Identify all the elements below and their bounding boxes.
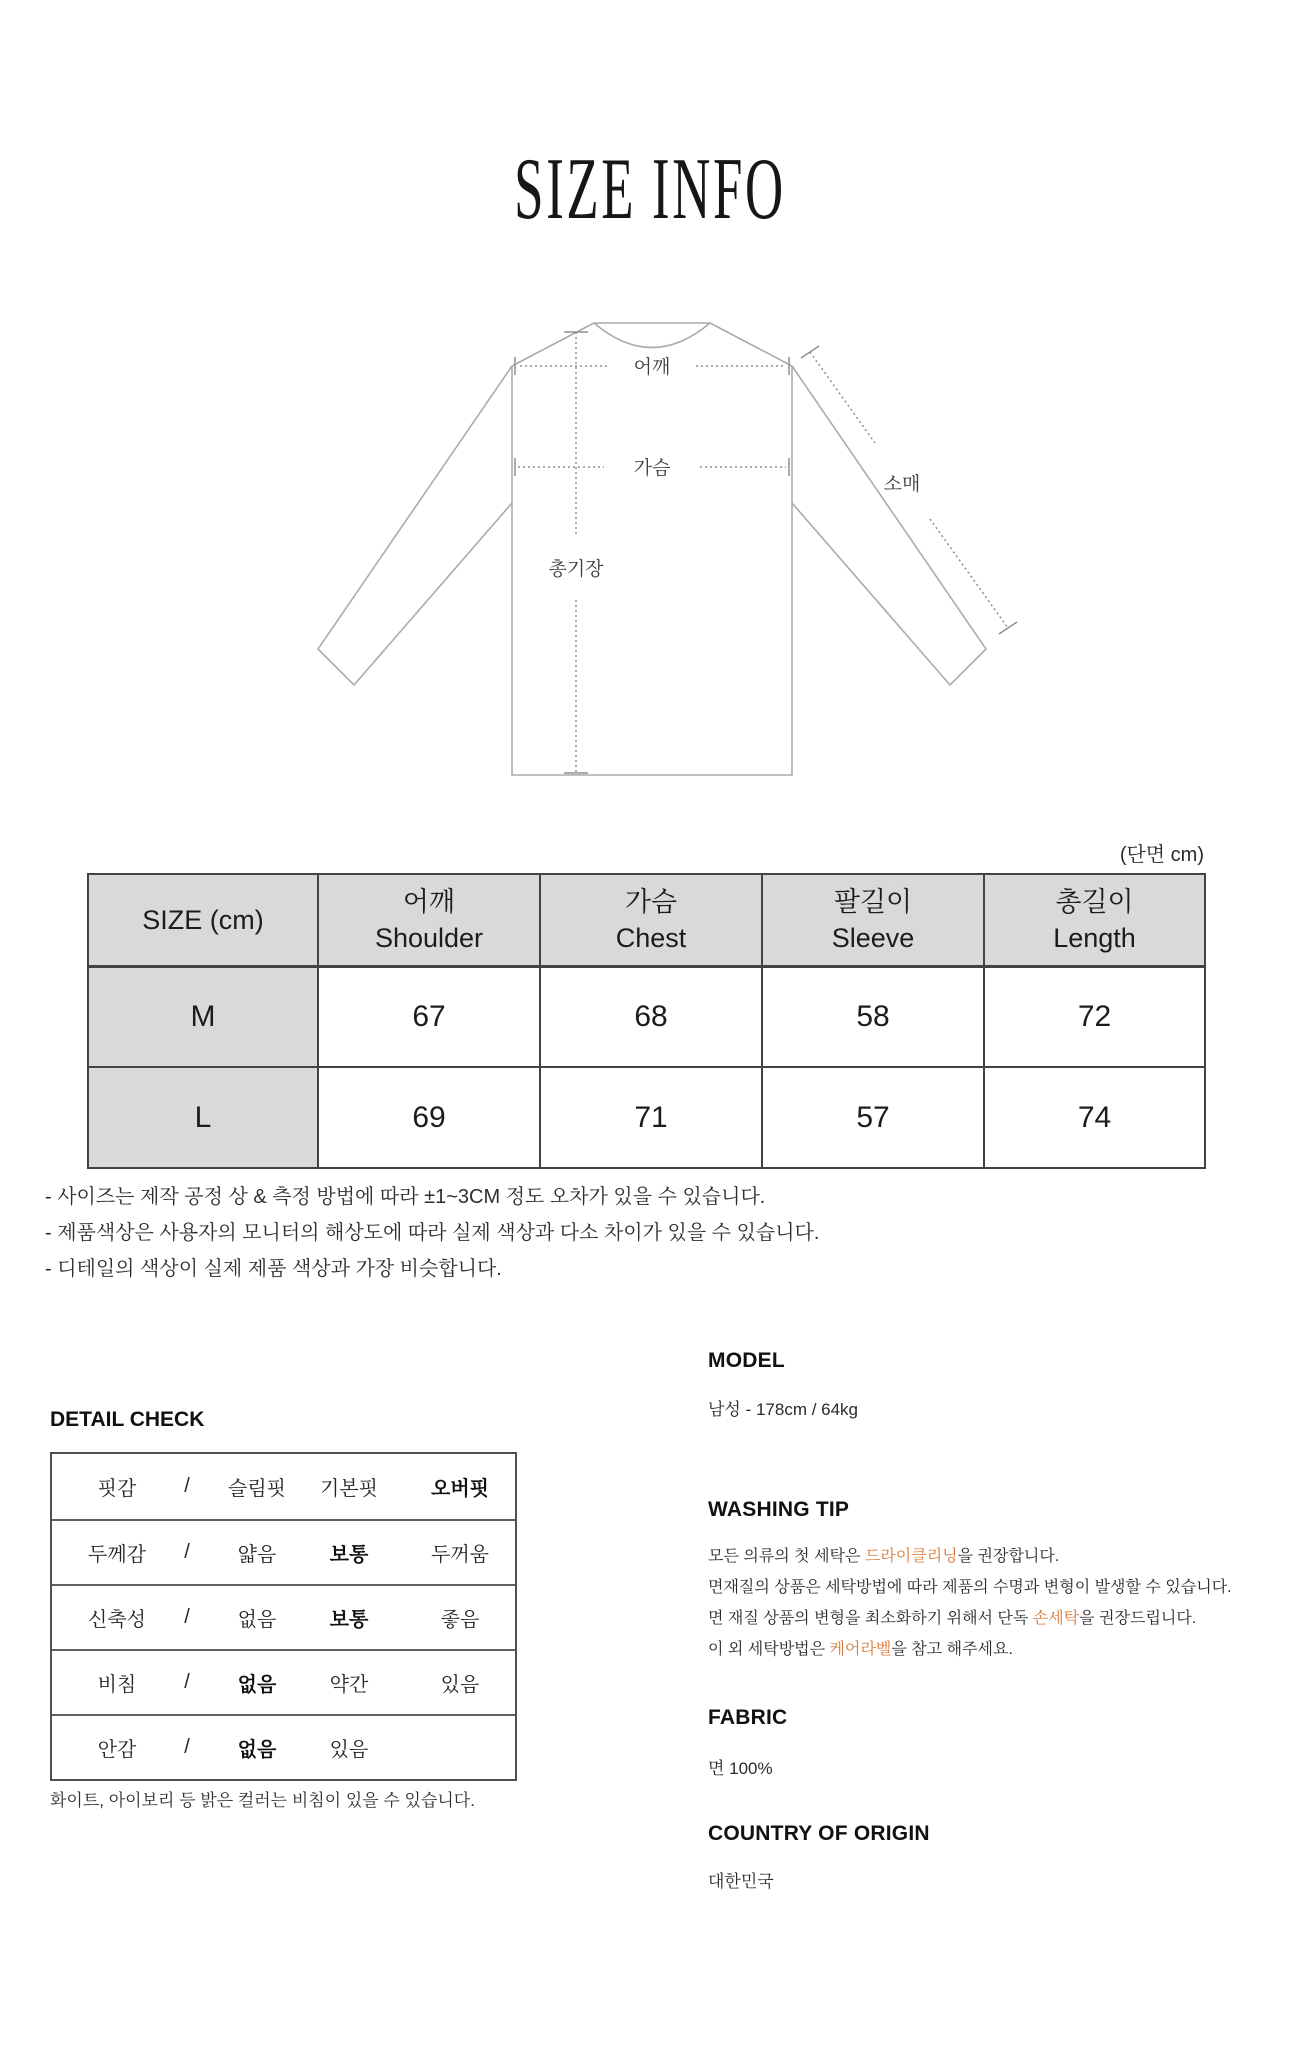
header-en-label: Length	[1053, 922, 1136, 953]
washing-text: 을 참고 해주세요.	[891, 1641, 1013, 1658]
model-heading: MODEL	[708, 1349, 785, 1372]
washing-accent-word: 드라이클리닝	[864, 1548, 958, 1565]
size-value-cell: 58	[762, 966, 984, 1067]
origin-text: 대한민국	[708, 1872, 774, 1891]
size-notes	[45, 1179, 819, 1287]
size-label-cell: M	[88, 966, 318, 1067]
detail-row-option: 기본핏	[320, 1478, 378, 1500]
size-table-header-row	[88, 874, 1205, 966]
detail-row-option: 좋음	[440, 1609, 480, 1631]
detail-row-option: 있음	[440, 1674, 480, 1696]
washing-text: 면재질의 상품은 세탁방법에 따라 제품의 수명과 변형이 발생할 수 있습니다.	[708, 1579, 1232, 1596]
size-note-line: - 디테일의 색상이 실제 제품 색상과 가장 비슷합니다.	[45, 1258, 502, 1280]
washing-tip-heading: WASHING TIP	[708, 1498, 850, 1521]
measure-end-ticks	[515, 332, 1017, 773]
size-table-row	[88, 966, 1205, 1067]
detail-row-separator: /	[184, 1606, 190, 1628]
fabric-text: 면 100%	[708, 1759, 773, 1778]
detail-row-option: 보통	[329, 1609, 369, 1631]
header-ko-label: 어깨	[402, 886, 456, 917]
header-ko-label: 총길이	[1055, 886, 1134, 917]
fabric-heading: FABRIC	[708, 1706, 788, 1729]
size-value-cell: 67	[318, 966, 540, 1067]
detail-check-row	[52, 1454, 515, 1519]
detail-check-heading: DETAIL CHECK	[50, 1408, 205, 1431]
washing-tip-line	[708, 1541, 1232, 1572]
detail-row-separator: /	[184, 1736, 190, 1758]
size-value-cell: 74	[984, 1067, 1205, 1168]
detail-check-row	[52, 1584, 515, 1649]
size-table	[87, 873, 1206, 1169]
header-ko-label: 팔길이	[833, 886, 913, 917]
detail-row-separator: /	[184, 1671, 190, 1693]
detail-row-separator: /	[184, 1475, 190, 1497]
header-en-label: Sleeve	[831, 922, 915, 953]
washing-tip-line	[708, 1634, 1232, 1665]
shoulder-measure-label: 어깨	[633, 357, 671, 378]
length-measure-label: 총기장	[548, 559, 604, 580]
size-note-line: - 제품색상은 사용자의 모니터의 해상도에 따라 실제 색상과 다소 차이가 있을 수 있습니다.	[45, 1222, 820, 1244]
size-value-cell: 68	[540, 966, 762, 1067]
detail-row-option: 없음	[237, 1609, 277, 1631]
sleeve-measure-label: 소매	[883, 474, 921, 495]
detail-row-label: 핏감	[97, 1478, 137, 1500]
chest-measure-label: 가슴	[633, 458, 671, 479]
detail-row-option: 슬림핏	[228, 1478, 286, 1500]
header-ko-label: 가슴	[624, 886, 678, 917]
washing-text: 면 재질 상품의 변형을 최소화하기 위해서 단독	[708, 1610, 1033, 1627]
shirt-outline	[318, 323, 986, 775]
measure-dotted-lines	[518, 332, 1008, 773]
size-value-cell: 69	[318, 1067, 540, 1168]
detail-row-separator: /	[184, 1541, 190, 1563]
detail-check-row	[52, 1649, 515, 1714]
washing-tip-line	[708, 1603, 1232, 1634]
detail-row-label: 신축성	[88, 1609, 146, 1631]
unit-note: (단면 cm)	[1119, 844, 1204, 866]
size-note-line: - 사이즈는 제작 공정 상 & 측정 방법에 따라 ±1~3CM 정도 오차가 있을 수 있습니다.	[45, 1186, 766, 1208]
detail-row-option: 있음	[329, 1739, 369, 1761]
header-ko-label: SIZE (cm)	[142, 904, 264, 935]
size-table-header-cell	[540, 874, 762, 966]
detail-row-label: 비침	[97, 1674, 137, 1696]
detail-row-label: 안감	[97, 1739, 137, 1761]
washing-accent-word: 케어라벨	[829, 1641, 892, 1658]
washing-text: 이 외 세탁방법은	[708, 1641, 830, 1658]
size-value-cell: 72	[984, 966, 1205, 1067]
washing-text: 을 권장드립니다.	[1079, 1610, 1197, 1627]
detail-row-option: 없음	[237, 1674, 277, 1696]
detail-row-option: 없음	[237, 1739, 277, 1761]
page-title: SIZE INFO	[514, 141, 786, 238]
size-label-cell: L	[88, 1067, 318, 1168]
shirt-line-drawing-svg	[230, 240, 1030, 800]
size-table-header-cell	[318, 874, 540, 966]
detail-row-option: 오버핏	[431, 1478, 489, 1500]
washing-tip-line	[708, 1572, 1232, 1603]
detail-row-option: 두꺼움	[431, 1544, 489, 1566]
detail-row-label: 두께감	[88, 1544, 146, 1566]
detail-check-table	[50, 1452, 517, 1781]
size-value-cell: 71	[540, 1067, 762, 1168]
header-en-label: Chest	[615, 922, 687, 953]
size-table-header-cell	[88, 874, 318, 966]
header-en-label: Shoulder	[374, 922, 484, 953]
size-table-row	[88, 1067, 1205, 1168]
model-text: 남성 - 178cm / 64kg	[708, 1400, 859, 1419]
detail-row-option: 약간	[329, 1674, 369, 1696]
detail-check-row	[52, 1519, 515, 1584]
washing-text: 모든 의류의 첫 세탁은	[708, 1548, 865, 1565]
size-table-header-cell	[762, 874, 984, 966]
detail-row-option: 보통	[329, 1544, 369, 1566]
washing-tip-lines	[708, 1541, 1232, 1665]
detail-check-note: 화이트, 아이보리 등 밝은 컬러는 비침이 있을 수 있습니다.	[50, 1791, 475, 1810]
washing-text: 을 권장합니다.	[957, 1548, 1060, 1565]
origin-heading: COUNTRY OF ORIGIN	[708, 1822, 930, 1845]
garment-measure-diagram	[230, 240, 1030, 800]
detail-row-option: 얇음	[237, 1544, 277, 1566]
detail-check-row	[52, 1714, 515, 1779]
size-value-cell: 57	[762, 1067, 984, 1168]
size-table-header-cell	[984, 874, 1205, 966]
washing-accent-word: 손세탁	[1032, 1610, 1080, 1627]
